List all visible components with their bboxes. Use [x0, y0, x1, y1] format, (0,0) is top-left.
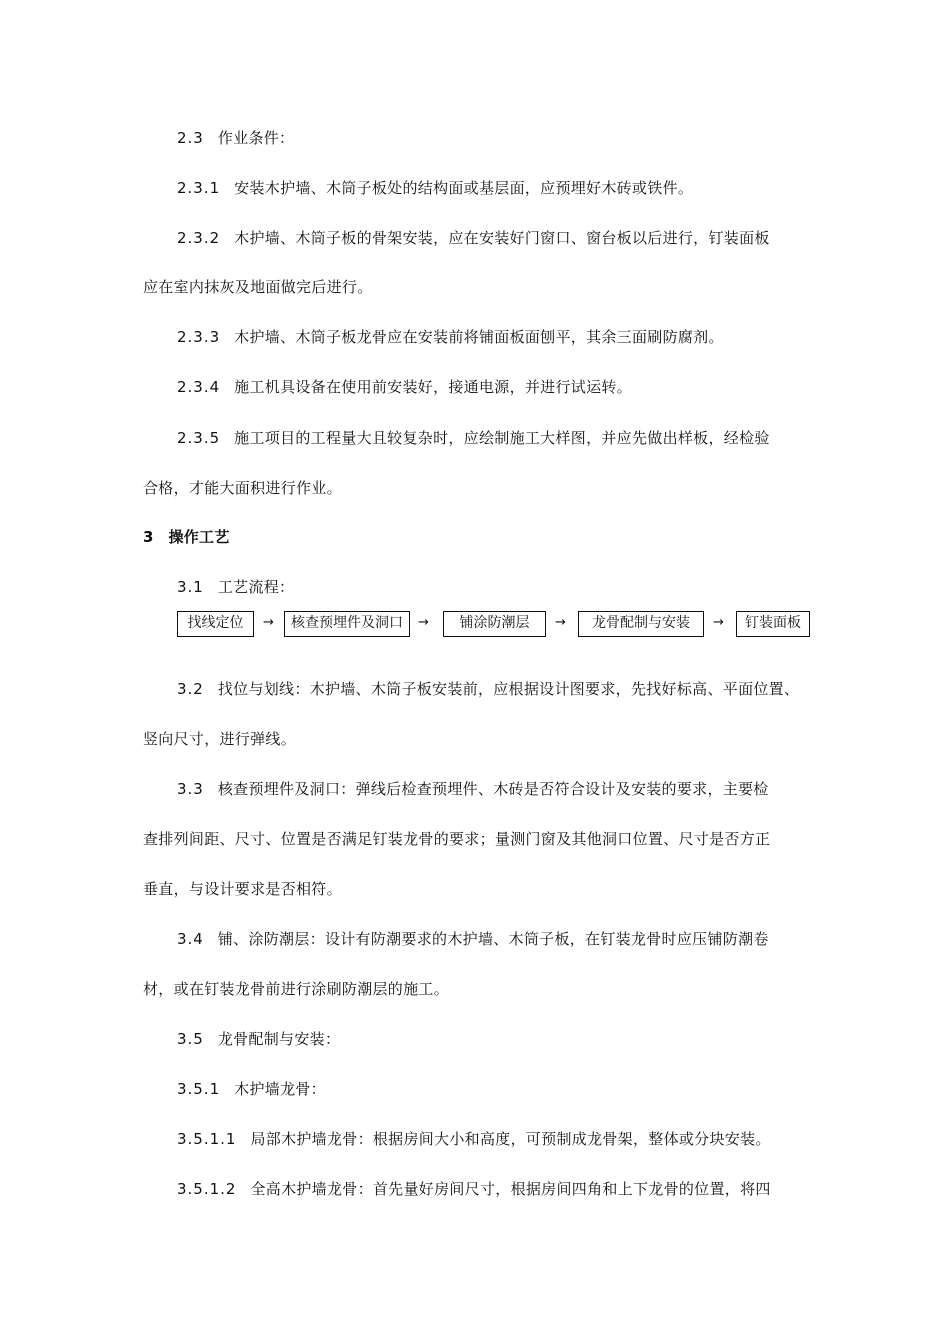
- section-3-5-1-2: [177, 1179, 771, 1199]
- section-3-5-1-1: [177, 1129, 771, 1149]
- section-number: 3.3: [177, 780, 204, 798]
- chapter-3-heading: [143, 527, 230, 547]
- section-3-3-continued: 查排列间距、尺寸、位置是否满足钉装龙骨的要求；量测门窗及其他洞口位置、尺寸是否方正: [143, 830, 771, 848]
- section-text: 操作工艺: [168, 528, 230, 546]
- section-text: 核查预埋件及洞口：弹线后检查预埋件、木砖是否符合设计及安装的要求，主要检: [217, 780, 769, 798]
- section-2-3-5: [177, 428, 770, 448]
- section-3-1: [177, 577, 294, 597]
- section-number: 2.3.2: [177, 229, 221, 247]
- section-3-4: [177, 929, 769, 949]
- section-3-4-continued: 材，或在钉装龙骨前进行涂刷防潮层的施工。: [143, 980, 450, 998]
- arrow-icon: →: [555, 615, 566, 630]
- section-number: 2.3: [177, 129, 204, 147]
- flow-step-1: 找线定位: [177, 611, 254, 637]
- section-3-3-continued-2: 垂直，与设计要求是否相符。: [143, 880, 342, 898]
- section-number: 2.3.1: [177, 179, 221, 197]
- section-text: 施工机具设备在使用前安装好，接通电源，并进行试运转。: [234, 378, 632, 396]
- section-number: 3.4: [177, 930, 204, 948]
- section-text: 铺、涂防潮层：设计有防潮要求的木护墙、木筒子板，在钉装龙骨时应压铺防潮卷: [217, 930, 769, 948]
- section-3-5: [177, 1029, 340, 1049]
- section-number: 3.5: [177, 1030, 204, 1048]
- section-text: 施工项目的工程量大且较复杂时，应绘制施工大样图，并应先做出样板，经检验: [234, 429, 770, 447]
- section-text: 安装木护墙、木筒子板处的结构面或基层面，应预埋好木砖或铁件。: [234, 179, 694, 197]
- section-3-5-1: [177, 1079, 326, 1099]
- section-number: 2.3.5: [177, 429, 221, 447]
- section-text: 找位与划线：木护墙、木筒子板安装前，应根据设计图要求，先找好标高、平面位置、: [217, 680, 800, 698]
- section-2-3-2-continued: 应在室内抹灰及地面做完后进行。: [143, 278, 373, 296]
- section-2-3-5-continued: 合格，才能大面积进行作业。: [143, 479, 342, 497]
- section-number: 3.5.1: [177, 1080, 221, 1098]
- section-number: 2.3.4: [177, 378, 221, 396]
- section-3-2: [177, 679, 799, 699]
- section-2-3-4: [177, 377, 632, 397]
- section-text: 木护墙、木筒子板的骨架安装，应在安装好门窗口、窗台板以后进行，钉装面板: [234, 229, 770, 247]
- section-number: 2.3.3: [177, 328, 221, 346]
- section-text: 作业条件：: [217, 129, 295, 147]
- section-number: 3.2: [177, 680, 204, 698]
- section-number: 3.1: [177, 578, 204, 596]
- section-2-3: [177, 128, 294, 148]
- section-2-3-2: [177, 228, 770, 248]
- section-text: 龙骨配制与安装：: [217, 1030, 341, 1048]
- section-number: 3: [143, 528, 155, 546]
- section-text: 局部木护墙龙骨：根据房间大小和高度，可预制成龙骨架，整体或分块安装。: [250, 1130, 771, 1148]
- arrow-icon: →: [263, 615, 274, 630]
- section-3-2-continued: 竖向尺寸，进行弹线。: [143, 730, 297, 748]
- arrow-icon: →: [713, 615, 724, 630]
- flow-step-5: 钉装面板: [736, 611, 810, 637]
- section-number: 3.5.1.2: [177, 1180, 237, 1198]
- section-2-3-3: [177, 327, 724, 347]
- section-text: 木护墙、木筒子板龙骨应在安装前将铺面板面刨平，其余三面刷防腐剂。: [234, 328, 724, 346]
- section-text: 全高木护墙龙骨：首先量好房间尺寸，根据房间四角和上下龙骨的位置，将四: [250, 1180, 771, 1198]
- section-text: 工艺流程：: [217, 578, 295, 596]
- flow-step-3: 铺涂防潮层: [443, 611, 546, 637]
- flow-step-4: 龙骨配制与安装: [578, 611, 704, 637]
- section-2-3-1: [177, 178, 693, 198]
- arrow-icon: →: [418, 615, 429, 630]
- section-number: 3.5.1.1: [177, 1130, 237, 1148]
- flow-step-2: 核查预埋件及洞口: [284, 611, 410, 637]
- section-3-3: [177, 779, 769, 799]
- section-text: 木护墙龙骨：: [234, 1080, 326, 1098]
